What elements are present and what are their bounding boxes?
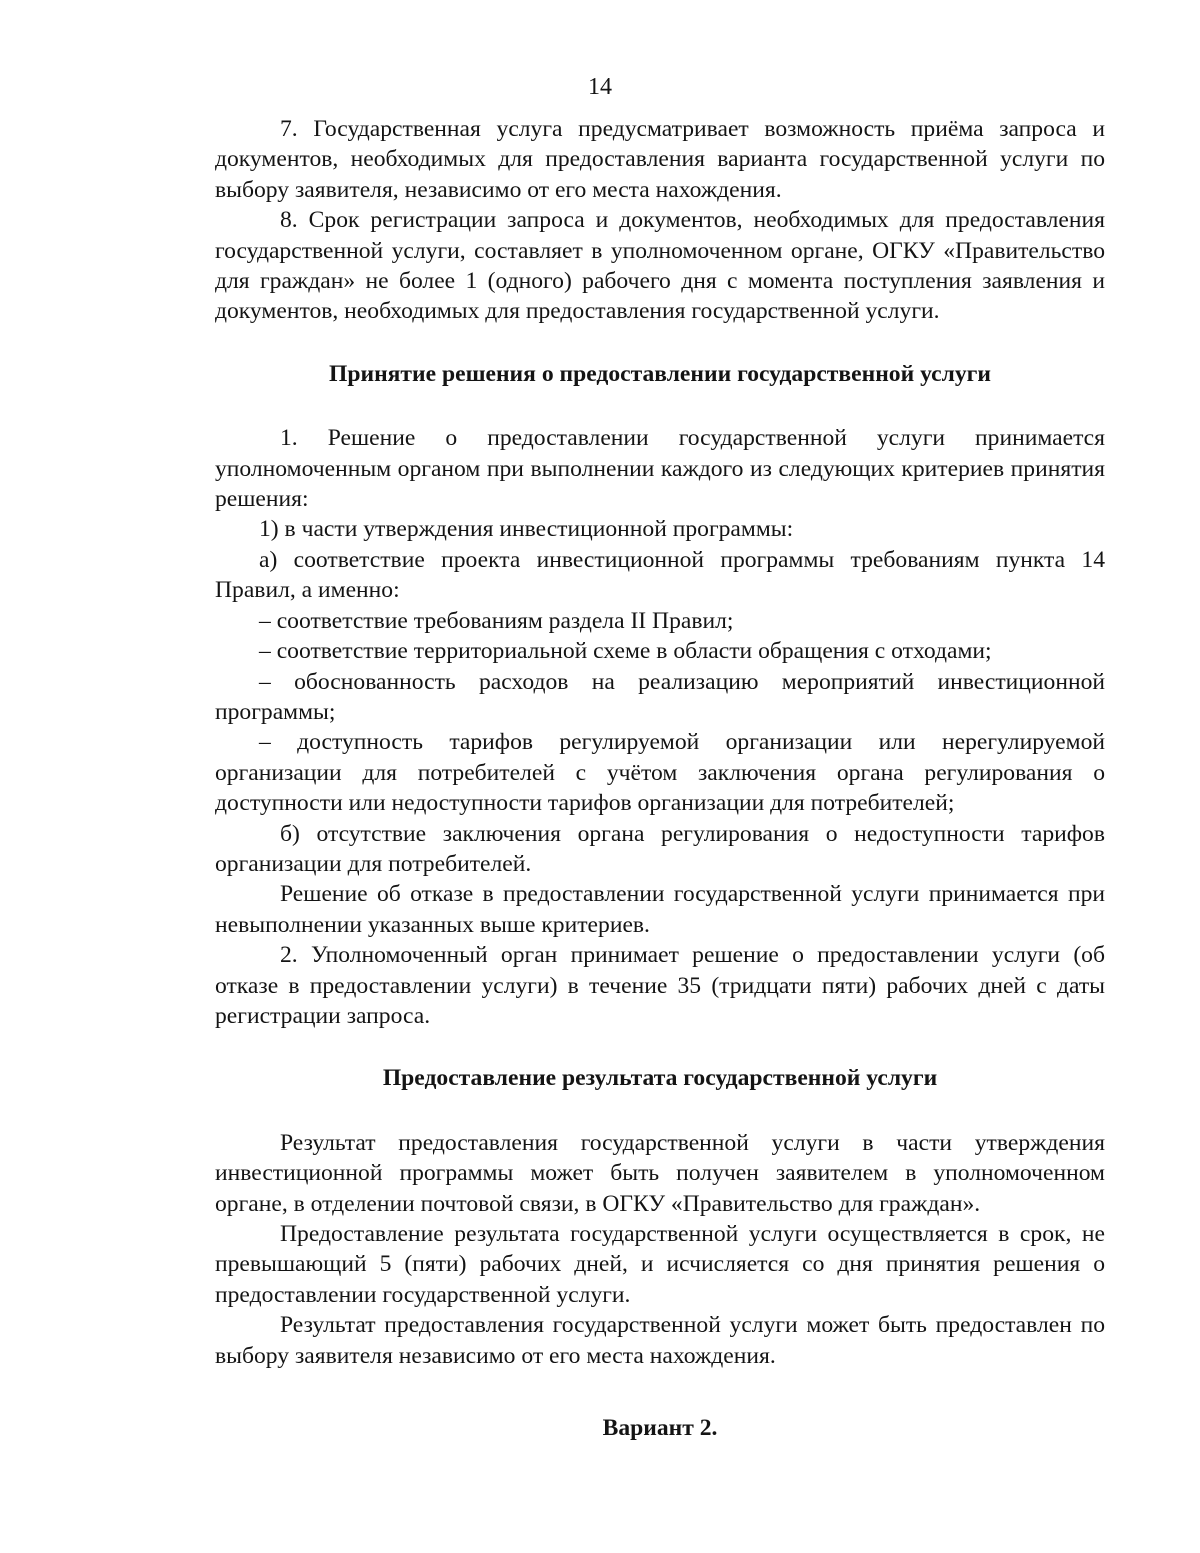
paragraph-decision-sub-a: а) соответствие проекта инвестиционной программы требованиям пункта 14 Правил, а именно: [215,546,1105,604]
paragraph-decision-refusal: Решение об отказе в предоставлении государственной услуги принимается при невыполнении указанных выше критериев. [215,881,1105,938]
document-body [215,114,1105,1443]
paragraph-decision-1: 1. Решение о предоставлении государственной услуги принимается уполномоченным органом при выполнении каждого из следующих критериев принятия решения: [215,425,1105,513]
section-heading-variant-2: Вариант 2. [602,1415,718,1442]
paragraph-result-3: Результат предоставления государственной услуги может быть предоставлен по выбору заявителя независимо от его места нахождения. [215,1312,1105,1369]
paragraph-decision-dash-1: – соответствие требованиям раздела II Правил; [259,607,734,634]
paragraph-decision-dash-4: – доступность тарифов регулируемой организации или нерегулируемой организации для потребителей с учётом заключения органа регулирования о доступности или недоступности тарифов организации для потребителей; [215,729,1105,817]
paragraph-decision-dash-3: – обоснованность расходов на реализацию мероприятий инвестиционной программы; [215,668,1105,725]
section-heading-result: Предоставление результата государственной услуги [382,1065,938,1092]
section-heading-decision: Принятие решения о предоставлении государственной услуги [329,360,991,387]
paragraph-item-7: 7. Государственная услуга предусматривает возможность приёма запроса и документов, необходимых для предоставления варианта государственной услуги по выбору заявителя, независимо от его места нахождения. [215,116,1105,203]
paragraph-decision-sub-b: б) отсутствие заключения органа регулирования о недоступности тарифов организации для потребителей. [215,820,1105,877]
paragraph-result-2: Предоставление результата государственной услуги осуществляется в срок, не превышающий 5 (пяти) рабочих дней, и исчисляется со дня принятия решения о предоставлении государственной услуги. [215,1221,1105,1308]
paragraph-decision-dash-2: – соответствие территориальной схеме в области обращения с отходами; [259,638,992,665]
paragraph-decision-sub-1: 1) в части утверждения инвестиционной программы: [259,516,794,543]
paragraph-item-8: 8. Срок регистрации запроса и документов, необходимых для предоставления государственной услуги, составляет в уполномоченном органе, ОГКУ «Правительство для граждан» не более 1 (одного) рабочего дня с момента поступления заявления и документов, необходимых для предоставления государственной услуги. [215,207,1105,325]
paragraph-decision-2: 2. Уполномоченный орган принимает решение о предоставлении услуги (об отказе в предоставлении услуги) в течение 35 (тридцати пяти) рабочих дней с даты регистрации запроса. [215,942,1105,1029]
paragraph-result-1: Результат предоставления государственной услуги в части утверждения инвестиционной программы может быть получен заявителем в уполномоченном органе, в отделении почтовой связи, в ОГКУ «Правительство для граждан». [215,1129,1105,1217]
page-number: 14 [588,74,612,100]
